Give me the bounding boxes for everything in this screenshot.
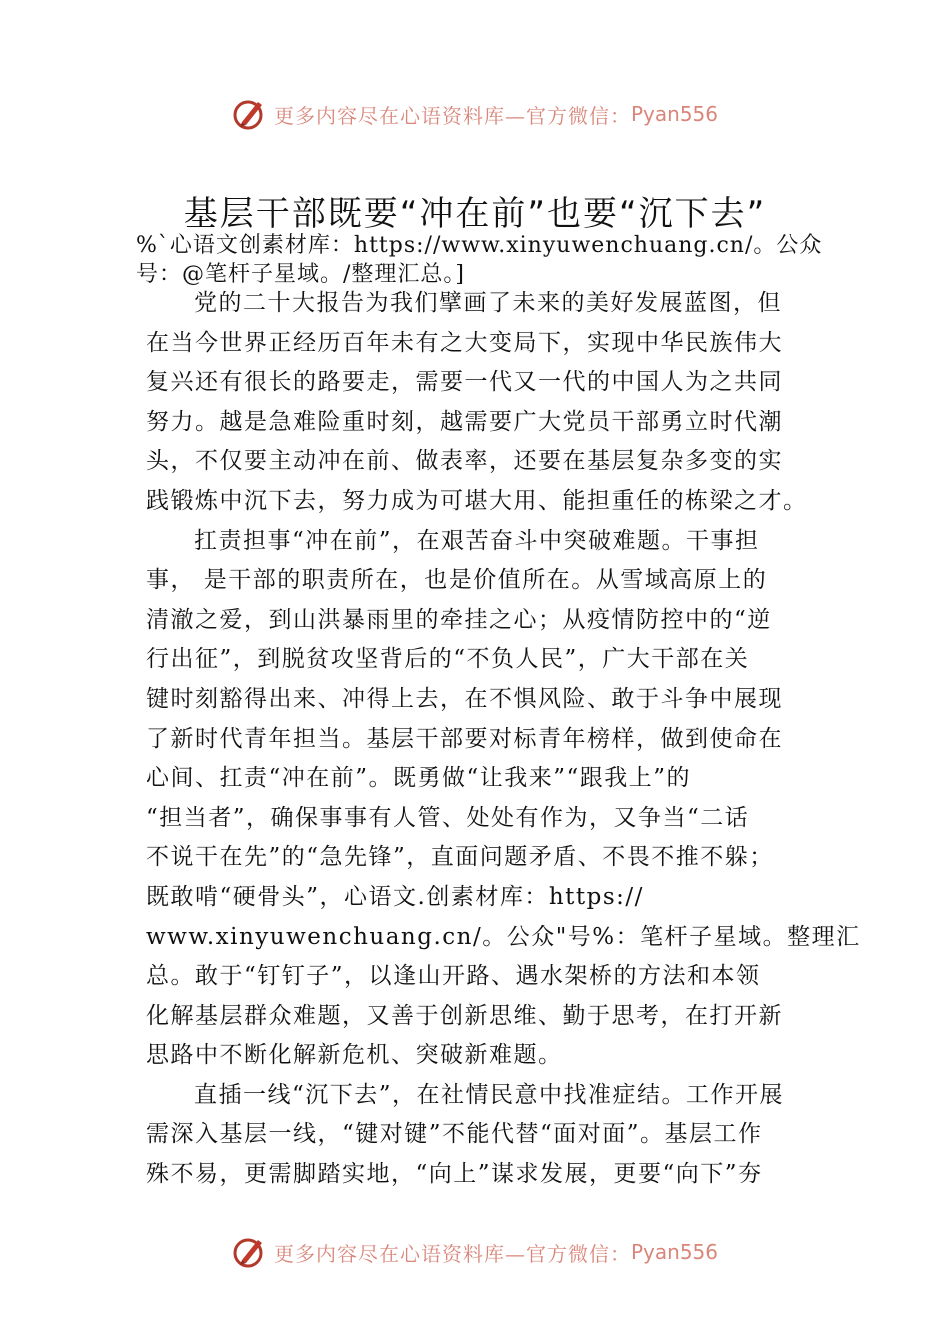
pen-logo-icon: [232, 96, 268, 132]
text-line: 需深入基层一线，“键对键”不能代替“面对面”。基层工作: [146, 1121, 763, 1148]
document-title: 基层干部既要“冲在前”也要“沉下去”: [183, 194, 767, 234]
pen-logo-icon: [232, 1234, 268, 1270]
banner-wechat-handle: Pyan556: [630, 102, 718, 126]
text-line: 了新时代青年担当。基层干部要对标青年榜样，做到使命在: [146, 725, 783, 752]
source-line: 号：@笔杆子星域。/整理汇总。]: [136, 262, 465, 287]
text-line: 清澈之爱，到山洪暴雨里的牵挂之心；从疫情防控中的“逆: [146, 606, 772, 633]
text-line: 扛责担事“冲在前”，在艰苦奋斗中突破难题。干事担: [194, 527, 760, 554]
text-line: 行出征”，到脱贫攻坚背后的“不负人民”，广大干部在关: [146, 646, 750, 673]
text-line: 殊不易，更需脚踏实地，“向上”谋求发展，更要“向下”夯: [146, 1161, 763, 1188]
text-line: 不说干在先”的“急先锋”，直面问题矛盾、不畏不推不躲；: [146, 844, 774, 871]
text-line: 复兴还有很长的路要走，需要一代又一代的中国人为之共同: [146, 369, 783, 396]
text-line: 化解基层群众难题，又善于创新思维、勤于思考，在打开新: [146, 1002, 783, 1029]
text-line: 头，不仅要主动冲在前、做表率，还要在基层复杂多变的实: [146, 448, 783, 475]
banner-text: 更多内容尽在心语资料库—官方微信：: [273, 103, 631, 128]
banner-wechat-handle: Pyan556: [630, 1240, 718, 1264]
text-line: 键时刻豁得出来、冲得上去，在不惧风险、敢于斗争中展现: [146, 685, 783, 712]
text-line: 践锻炼中沉下去，努力成为可堪大用、能担重任的栋梁之才。: [146, 487, 808, 514]
banner-text: 更多内容尽在心语资料库—官方微信：: [273, 1241, 631, 1266]
text-line: 党的二十大报告为我们擘画了未来的美好发展蓝图，但: [194, 290, 782, 316]
text-line: 事， 是干部的职责所在，也是价值所在。从雪域高原上的: [146, 567, 768, 594]
text-line: 心间、扛责“冲在前”。既勇做“让我来”“跟我上”的: [146, 765, 692, 792]
footer-watermark-banner: [0, 1230, 950, 1274]
text-line: www.xinyuwenchuang.cn/。公众"号%：笔杆子星域。整理汇: [146, 923, 861, 950]
text-line: 思路中不断化解新危机、突破新难题。: [146, 1042, 563, 1069]
text-line: 直插一线“沉下去”，在社情民意中找准症结。工作开展: [194, 1081, 785, 1108]
source-note: [136, 231, 836, 289]
text-line: 努力。越是急难险重时刻，越需要广大党员干部勇立时代潮: [146, 408, 783, 435]
text-line: 在当今世界正经历百年未有之大变局下，实现中华民族伟大: [146, 329, 783, 356]
text-line: 总。敢于“钉钉子”，以逢山开路、遇水架桥的方法和本领: [146, 963, 761, 990]
article-body: [146, 284, 861, 1195]
header-watermark-banner: [0, 92, 950, 136]
text-line: “担当者”，确保事事有人管、处处有作为，又争当“二话: [146, 804, 750, 831]
source-line: %`心语文创素材库：https://www.xinyuwenchuang.cn/。公众: [136, 233, 823, 258]
text-line: 既敢啃“硬骨头”，心语文.创素材库：https://: [146, 883, 644, 910]
